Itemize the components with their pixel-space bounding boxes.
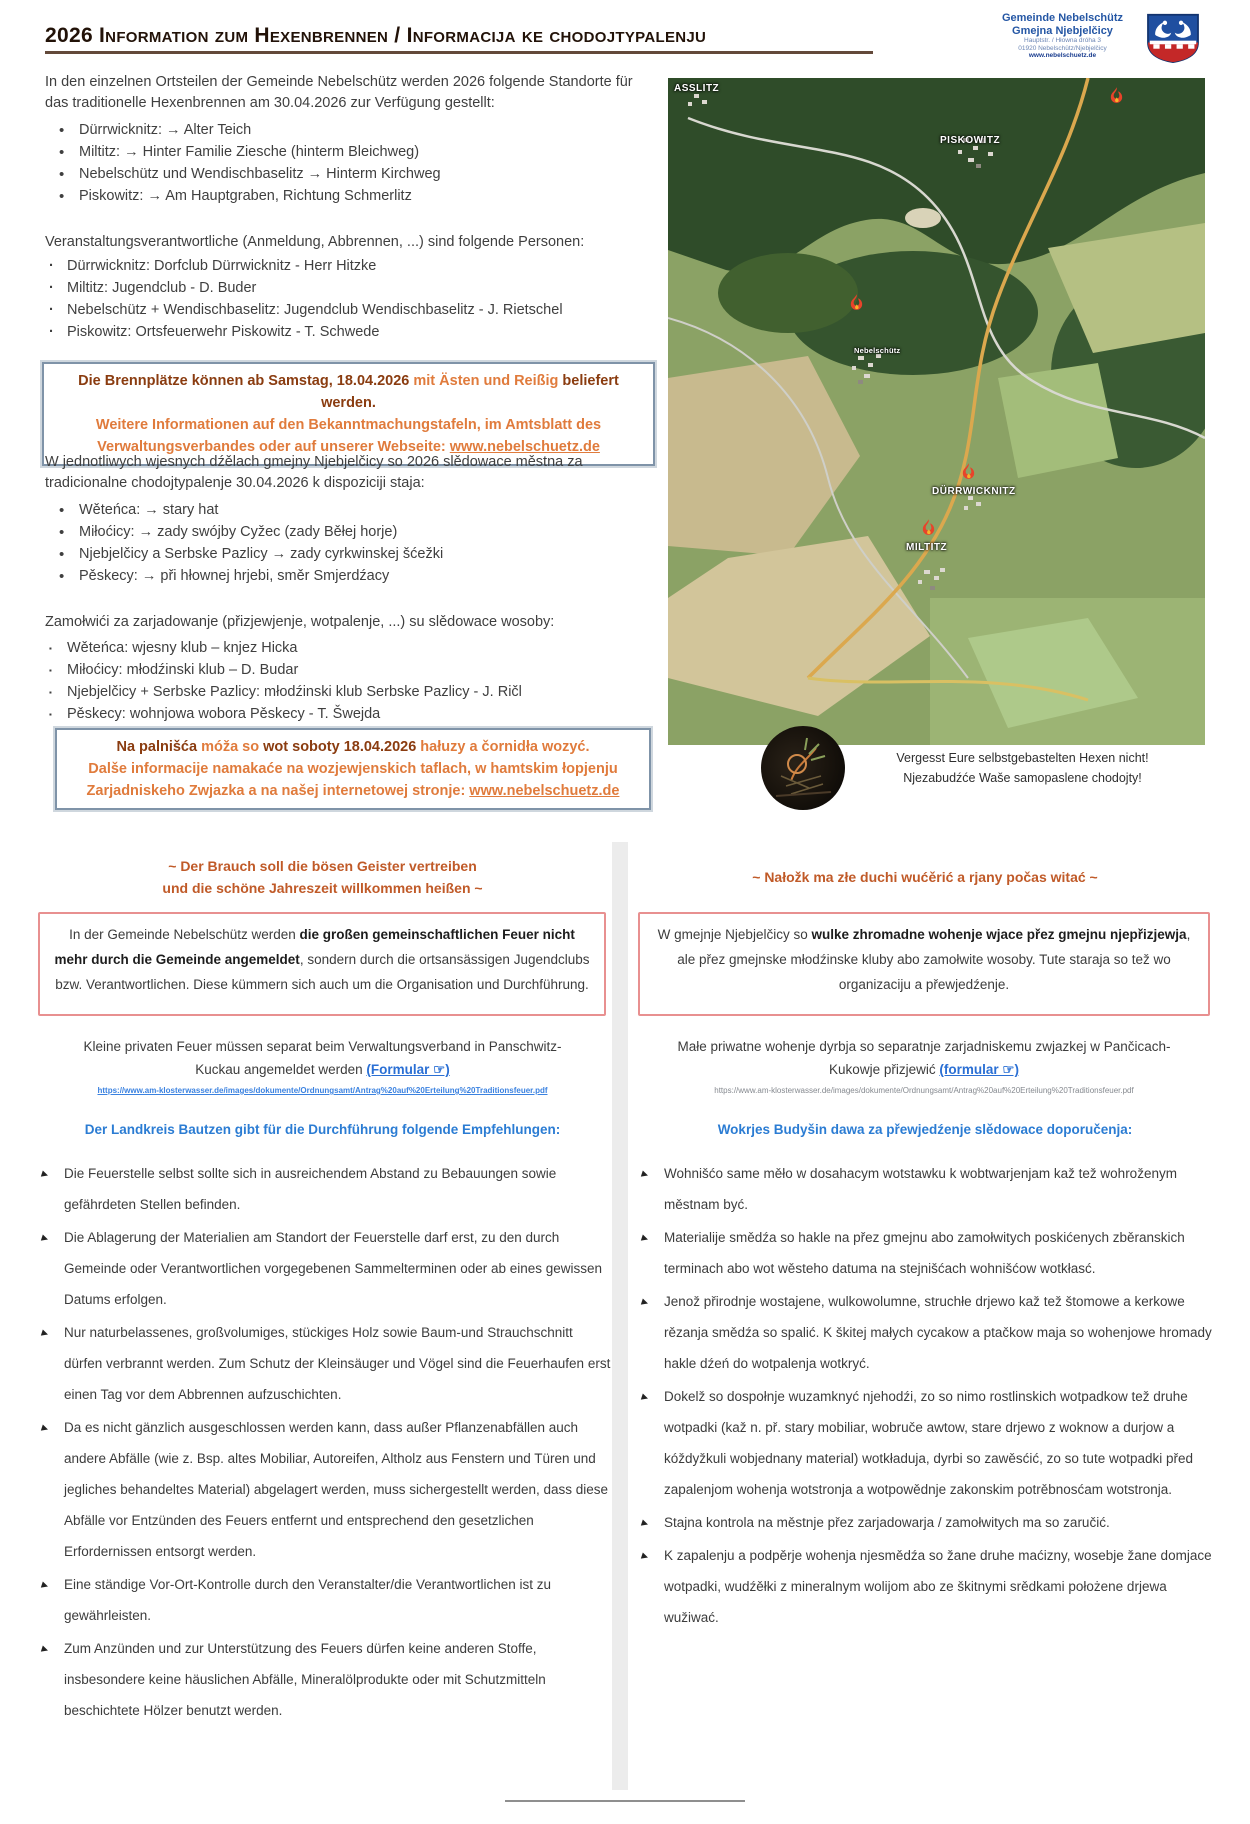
form-url-link[interactable]: https://www.am-klosterwasser.de/images/dokumente/Ordnungsamt/Antrag%20auf%20Erteilung%20Traditionsfeuer.pdf: [97, 1086, 548, 1095]
redbox-text: W gmejnje Njebjelčicy so: [657, 927, 812, 942]
map-label-piskowitz: PISKOWITZ: [940, 135, 1001, 146]
motto-line: ~ Der Brauch soll die bösen Geister vertreiben: [168, 858, 477, 874]
recommendation-text: Wohnišćo same měło w dosahacym wotstawku k wobtwarjenjam kaž tež wohroženym městnam być.: [664, 1166, 1177, 1212]
recommendation-item: [39, 1569, 614, 1631]
list-item: • Dürrwicknitz: → Alter Teich: [45, 122, 655, 138]
redbox-text: , sondern durch die ortsansässigen Jugendclubs bzw. Verantwortlichen. Diese kümmern sich auch um die Organisation und Durchführung.: [55, 952, 590, 992]
notice-text: Weitere Informationen auf den Bekanntmachungstafeln, im Amtsblatt des Verwaltungsverbandes oder auf unserer Webseite:: [95, 417, 602, 455]
fire-icon: [960, 462, 977, 483]
german-notice-box: [42, 362, 655, 466]
redbox-hsb: [638, 912, 1210, 1016]
recommendation-item: [39, 1633, 614, 1726]
notice-bold: Die Brennplätze können ab Samstag, 18.04.2026: [78, 373, 410, 389]
recommendation-text: Da es nicht gänzlich ausgeschlossen werden kann, dass außer Pflanzenabfällen auch andere Abfälle (wie z. Bsp. altes Mobiliar, Autoreifen, Altholz aus Fenstern und Türen und jegliches behandeltes Material) abgelagert werden, muss sichergestellt werden, dass diese Abfälle vor Entzünden des Feuers entfernt und entsprechend den gesetzlichen Erfordernissen entsorgt werden.: [64, 1420, 609, 1559]
recommendation-text: Eine ständige Vor-Ort-Kontrolle durch den Veranstalter/die Verantwortlichen ist zu gewährleisten.: [64, 1577, 552, 1623]
form-link[interactable]: (formular ☞): [939, 1062, 1019, 1077]
recommendation-item: [639, 1158, 1214, 1220]
sorbian-location-list: [45, 502, 655, 590]
list-item: ▪ Njebjelčicy + Serbske Pazlicy: młodźinski klub Serbske Pazlicy - J. Ričl: [45, 684, 655, 700]
arrow-bullet-icon: ▸: [39, 1165, 51, 1182]
recommendation-text: K zapalenju a podpěrje wohenja njesmědźa so žane druhe maćizny, wosebje žane domjace wotpadki, wudźěłki z mineralnym wolijom abo ze škitnymi srědkami położene drjewa wužiwać.: [664, 1548, 1212, 1625]
list-item: · Miltitz: Jugendclub - D. Buder: [45, 280, 655, 296]
german-location-list: [45, 122, 655, 210]
logo-address-2: 01920 Nebelschütz/Njebjelčicy: [1018, 44, 1107, 52]
arrow-bullet-icon: ▸: [39, 1576, 51, 1593]
list-item: • Nebelschütz und Wendischbaselitz → Hinterm Kirchweg: [45, 166, 655, 182]
website-link[interactable]: www.nebelschuetz.de: [449, 439, 600, 455]
witch-photo: [761, 726, 845, 810]
fire-icon: [1108, 86, 1125, 107]
map-label-miltitz: MILTITZ: [906, 542, 948, 553]
recommendation-item: [39, 1222, 614, 1315]
form-text: Kleine privaten Feuer müssen separat beim Verwaltungsverband in Panschwitz-Kuckau angemeldet werden: [83, 1039, 562, 1077]
recommendation-text: Materialije smědźa so hakle na přez gmejnu abo zamołwitych poskićenych zběranskich terminach abo wot wěsteho datuma na stejnišćach wohnišćow wotkłasć.: [664, 1230, 1185, 1276]
notice-bold: wot soboty 18.04.2026: [263, 739, 417, 755]
recommendation-item: [39, 1158, 614, 1220]
german-responsible-list: [45, 258, 655, 346]
recommendation-item: [639, 1222, 1214, 1284]
redbox-bold: die großen gemeinschaftlichen Feuer nicht mehr durch die Gemeinde angemeldet: [54, 927, 575, 967]
logo-address-1: Hauptstr. / Hłowna dróha 3: [1024, 37, 1101, 45]
list-item: · Piskowitz: Ortsfeuerwehr Piskowitz - T. Schwede: [45, 324, 655, 340]
sorbian-notice-box: [55, 728, 651, 810]
notice-text: Dalše informacije namakaće na wozjewjenskich taflach, w hamtskim łopjenju Zarjadniskeho Zwjazka a na našej internetowej stronje:: [86, 761, 618, 799]
list-item: • Njebjelčicy a Serbske Pazlicy → zady cyrkwinskej šćežki: [45, 546, 655, 562]
notice-bold: beliefert werden.: [321, 373, 619, 411]
list-item: • Wěteńca: → stary hat: [45, 502, 655, 518]
map-label-duerrwicknitz: DÜRRWICKNITZ: [932, 486, 1016, 497]
list-item: • Miłoćicy: → zady swójby Cyžec (zady Běłej horje): [45, 524, 655, 540]
motto-line: ~ Nałožk ma złe duchi wućěrić a rjany počas witać ~: [752, 869, 1098, 885]
page-title: 2026 Information zum Hexenbrennen / Informacija ke chodojtypalenju: [45, 24, 873, 54]
arrow-bullet-icon: ▸: [639, 1293, 651, 1310]
list-item: • Pěskecy: → při hłownej hrjebi, směr Smjerdźacy: [45, 568, 655, 584]
arrow-bullet-icon: ▸: [39, 1419, 51, 1436]
recommendation-text: Stajna kontrola na městnje přez zarjadowarja / zamołwitych ma so zaručić.: [664, 1515, 1110, 1530]
recommendation-item: [39, 1412, 614, 1567]
municipality-logo: [985, 12, 1140, 60]
form-url-hsb: [670, 1085, 1178, 1097]
motto-line: und die schöne Jahreszeit willkommen heißen ~: [162, 880, 483, 896]
map-label-asslitz: ASSLITZ: [674, 83, 720, 94]
motto-de: [40, 855, 605, 899]
arrow-bullet-icon: ▸: [39, 1229, 51, 1246]
form-url-link[interactable]: https://www.am-klosterwasser.de/images/dokumente/Ordnungsamt/Antrag%20auf%20Erteilung%20Traditionsfeuer.pdf: [714, 1086, 1134, 1095]
recommendation-item: [639, 1381, 1214, 1505]
recommendation-text: Dokelž so dospołnje wuzamknyć njehodźi, zo so nimo rostlinskich wotpadkow tež druhe wotpadki (kaž n. př. stary mobiliar, wobruče awtow, stare drjewo z woknow a durjow a kóždyžkuli wobjednany material) wotkładuja, dyrbi so zawěsćić, zo so tute wotpadki před zapalenjom wohenja wotstronja a wotpowědnje zakonskim potrěbnosćam wotstronja.: [664, 1389, 1194, 1497]
recommendations-heading-hsb: Wokrjes Budyšin dawa za přewjedźenje slědowace doporučenja:: [717, 1122, 1133, 1137]
recommendation-item: [39, 1317, 614, 1410]
recommendation-text: Die Ablagerung der Materialien am Standort der Feuerstelle darf erst, zu den durch Gemeinde oder Verantwortlichen vorgegebenen Sammelterminen oder ab eines gewissen Datums erfolgen.: [64, 1230, 603, 1307]
arrow-bullet-icon: ▸: [639, 1229, 651, 1246]
list-item: ▪ Pěskecy: wohnjowa wobora Pěskecy - T. Šwejda: [45, 706, 655, 722]
hexen-caption: [855, 748, 1190, 788]
recommendation-item: [639, 1540, 1214, 1633]
redbox-bold: wulke zhromadne wohenje wjace přez gmejnu njepřizjewja: [811, 927, 1187, 942]
recommendation-text: Nur naturbelassenes, großvolumiges, stückiges Holz sowie Baum-und Strauchschnitt dürfen verbrannt werden. Zum Schutz der Kleinsäuger und Vögel sind die Feuerhaufen erst einen Tag vor dem Abbrennen aufzuschichten.: [64, 1325, 611, 1402]
fire-icon: [848, 293, 865, 314]
list-item: ▪ Miłoćicy: młodźinski klub – D. Budar: [45, 662, 655, 678]
recommendation-item: [639, 1286, 1214, 1379]
hexen-caption-de: Vergesst Eure selbstgebastelten Hexen nicht!: [896, 751, 1149, 765]
arrow-bullet-icon: ▸: [39, 1324, 51, 1341]
logo-website: www.nebelschuetz.de: [1028, 52, 1097, 60]
form-text: Małe priwatne wohenje dyrbja so separatnje zarjadniskemu zwjazkej w Pančicach-Kukowje přizjewić: [677, 1039, 1171, 1077]
sorbian-responsible-list: [45, 640, 655, 728]
coat-of-arms-icon: [1146, 13, 1200, 63]
arrow-bullet-icon: ▸: [639, 1165, 651, 1182]
satellite-map: [668, 78, 1205, 745]
list-item: · Nebelschütz + Wendischbaselitz: Jugendclub Wendischbaselitz - J. Rietschel: [45, 302, 655, 318]
redbox-text: In der Gemeinde Nebelschütz werden: [69, 927, 300, 942]
list-item: • Piskowitz: → Am Hauptgraben, Richtung Schmerlitz: [45, 188, 655, 204]
form-paragraph-de: [70, 1035, 575, 1081]
recommendation-text: Die Feuerstelle selbst sollte sich in ausreichendem Abstand zu Bebauungen sowie gefährdeten Stellen befinden.: [64, 1166, 557, 1212]
map-terrain: [668, 78, 1205, 745]
column-divider: [612, 842, 628, 1790]
recommendations-hsb: [639, 1158, 1214, 1635]
logo-name-de: Gemeinde Nebelschütz: [1001, 12, 1124, 24]
fire-icon: [920, 518, 937, 539]
arrow-bullet-icon: ▸: [639, 1514, 651, 1531]
footer-line: [505, 1800, 745, 1802]
logo-name-hsb: Gmejna Njebjelčicy: [1012, 24, 1113, 37]
notice-bold: Na palnišća: [116, 739, 198, 755]
list-item: ▪ Wěteńca: wjesny klub – knjez Hicka: [45, 640, 655, 656]
list-item: · Dürrwicknitz: Dorfclub Dürrwicknitz - Herr Hitzke: [45, 258, 655, 274]
notice-text: hałuzy a čornidła wozyć.: [416, 739, 590, 755]
form-url-de: [70, 1085, 575, 1097]
arrow-bullet-icon: ▸: [39, 1640, 51, 1657]
sorbian-responsible-intro: Zamołwići za zarjadowanje (přizjewjenje, wotpalenje, ...) su slědowace wosoby:: [45, 614, 555, 630]
arrow-bullet-icon: ▸: [639, 1547, 651, 1564]
website-link[interactable]: www.nebelschuetz.de: [469, 783, 620, 799]
redbox-de: [38, 912, 606, 1016]
recommendations-heading-de: Der Landkreis Bautzen gibt für die Durchführung folgende Empfehlungen:: [84, 1122, 561, 1137]
notice-text: mit Ästen und Reißig: [409, 373, 563, 389]
sorbian-intro: W jednotliwych wjesnych dźělach gmejny Njebjelčicy so 2026 slědowace městna za tradicionalne chodojtypalenje 30.04.2026 k dispoziciji staja:: [45, 454, 583, 491]
motto-hsb: [640, 866, 1210, 888]
form-paragraph-hsb: [670, 1035, 1178, 1081]
redbox-text: , ale přez gmejnske młodźinske kluby abo zamołwite wosoby. Tute staraja so tež wo organizaciju a přewjedźenje.: [677, 927, 1191, 992]
map-label-nebelschuetz: Nebelschütz: [854, 346, 901, 355]
form-link[interactable]: (Formular ☞): [366, 1062, 450, 1077]
arrow-bullet-icon: ▸: [639, 1388, 651, 1405]
german-responsible-intro: Veranstaltungsverantwortliche (Anmeldung, Abbrennen, ...) sind folgende Personen:: [45, 234, 585, 250]
german-intro: In den einzelnen Ortsteilen der Gemeinde Nebelschütz werden 2026 folgende Standorte für das traditionelle Hexenbrennen am 30.04.2026 zur Verfügung gestellt:: [45, 74, 633, 111]
recommendation-item: [639, 1507, 1214, 1538]
notice-text: móža so: [197, 739, 264, 755]
recommendation-text: Zum Anzünden und zur Unterstützung des Feuers dürfen keine anderen Stoffe, insbesondere keine häuslichen Abfälle, Mineralölprodukte oder mit Schutzmitteln beschichtete Hölzer benutzt werden.: [64, 1641, 546, 1718]
list-item: • Miltitz: → Hinter Familie Ziesche (hinterm Bleichweg): [45, 144, 655, 160]
recommendations-de: [39, 1158, 614, 1728]
recommendation-text: Jenož přirodnje wostajene, wulkowolumne, struchłe drjewo kaž tež štomowe a kerkowe rězanja smědźa so spalić. K škitej małych cycakow a ptačkow maja so wohenjowe hromady hakle dźeń do wotpalenja wotkryć.: [664, 1294, 1212, 1371]
hexen-caption-hsb: Njezabudźće Waše samopaslene chodojty!: [903, 771, 1142, 785]
